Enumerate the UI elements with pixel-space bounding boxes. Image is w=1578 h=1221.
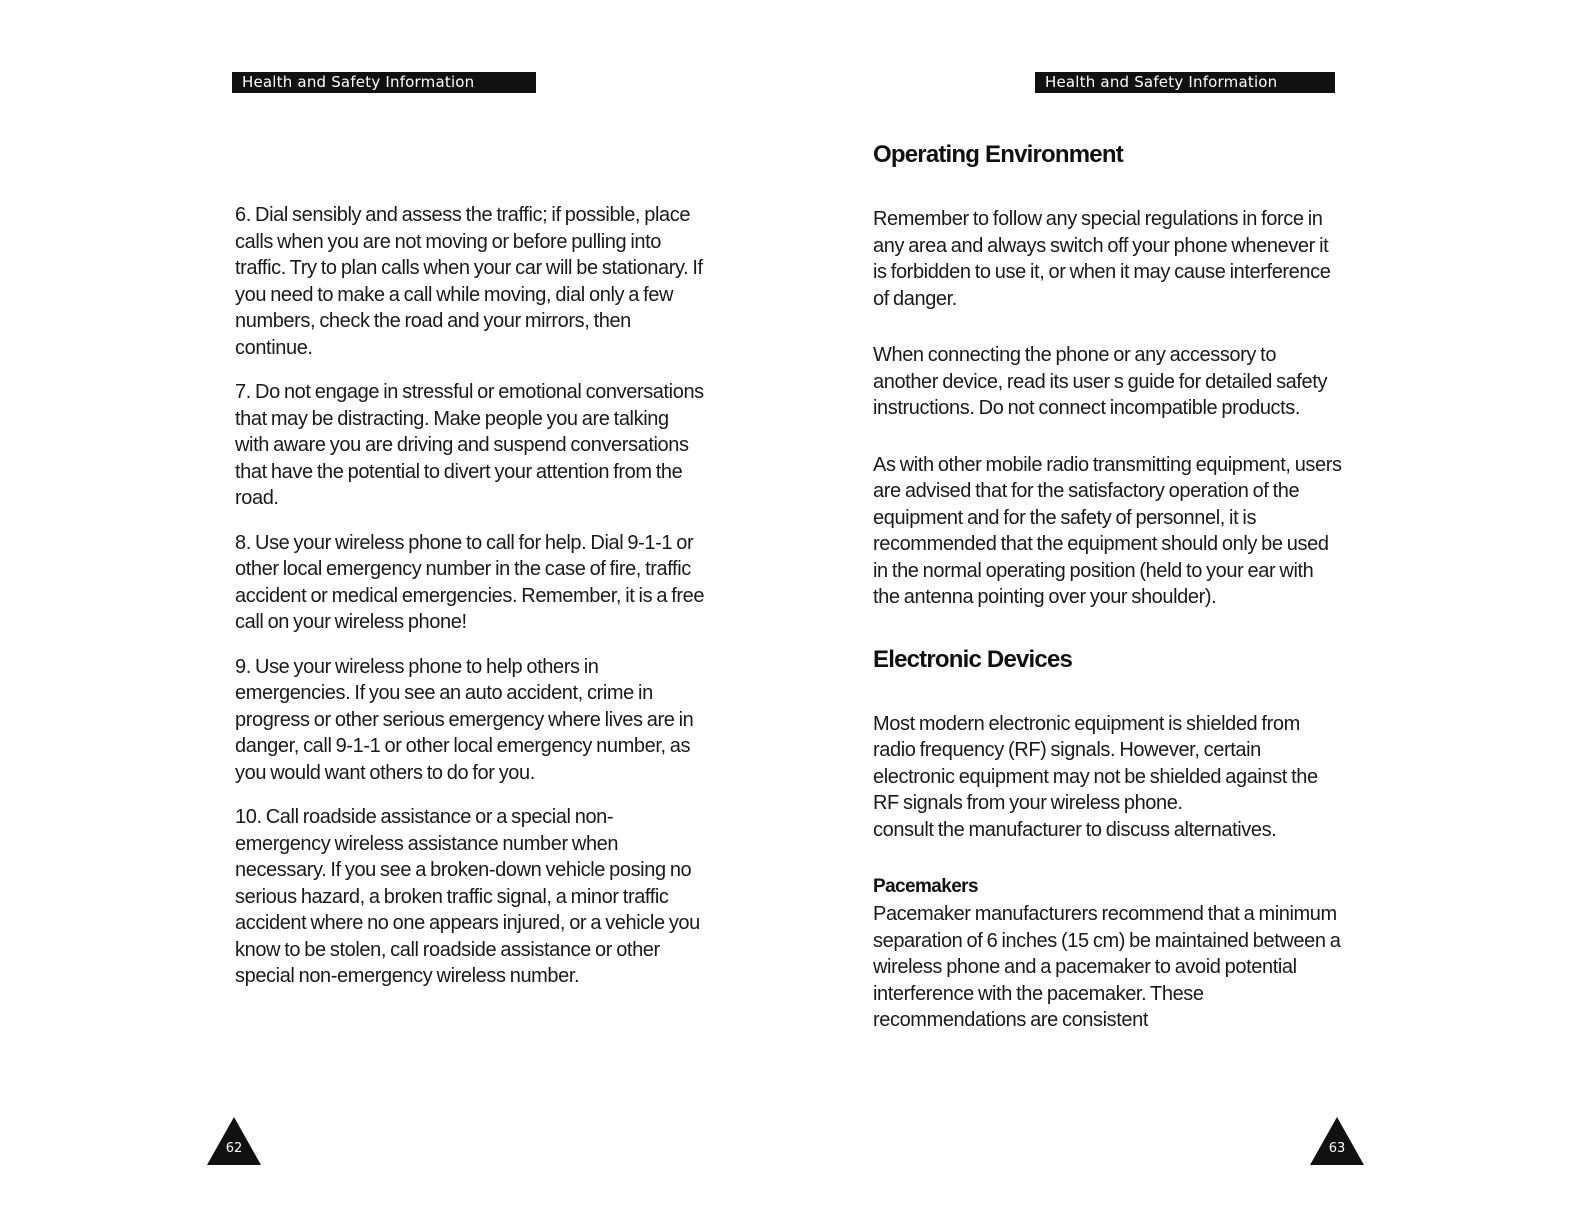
tip-paragraph-10: 10. Call roadside assistance or a special non-emergency wireless assistance number when necessary. If you see a broken-down vehicle posing no serious hazard, a broken traffic signal, a minor traffic accident where no one appears injured, or a vehicle you know to be stolen, call roadside assistance or other special non-emergency wireless number. [235, 806, 700, 987]
section-header-bar: Health and Safety Information [1035, 72, 1335, 93]
page-number: 62 [225, 1141, 243, 1156]
page-number-marker [1308, 1115, 1366, 1167]
right-content [873, 138, 1343, 1034]
operating-environment-heading: Operating Environment [873, 141, 1123, 168]
operating-environment-paragraph: As with other mobile radio transmitting equipment, users are advised that for the satisfactory operation of the equipment and for the safety of personnel, it is recommended that the equipment should only be used in the normal operating position (held to your ear with the antenna pointing over your shoulder). [873, 453, 1342, 608]
pacemakers-heading: Pacemakers [873, 876, 978, 897]
tip-paragraph-6: 6. Dial sensibly and assess the traffic; if possible, place calls when you are not moving or before pulling into traffic. Try to plan calls when your car will be stationary. If you need to make a call while moving, dial only a few numbers, check the road and your mirrors, then continue. [235, 204, 703, 359]
page-number: 63 [1328, 1141, 1346, 1156]
operating-environment-paragraph: Remember to follow any special regulations in force in any area and always switch off your phone whenever it is forbidden to use it, or when it may cause interference of danger. [873, 208, 1331, 310]
page-number-marker [205, 1115, 263, 1167]
right-page [789, 0, 1578, 1221]
tip-paragraph-8: 8. Use your wireless phone to call for help. Dial 9-1-1 or other local emergency number in the case of fire, traffic accident or medical emergencies. Remember, it is a free call on your wireless phone! [235, 531, 705, 633]
section-header-bar: Health and Safety Information [232, 72, 536, 93]
pacemakers-paragraph: Pacemaker manufacturers recommend that a minimum separation of 6 inches (15 cm) be maintained between a wireless phone and a pacemaker to avoid potential interference with the pacemaker. These recommendations are consistent [873, 903, 1341, 1031]
tip-paragraph-7: 7. Do not engage in stressful or emotional conversations that may be distracting. Make people you are talking with aware you are driving and suspend conversations that have the potential to divert your attention from the road. [235, 381, 704, 509]
operating-environment-paragraph: When connecting the phone or any accessory to another device, read its user s guide for detailed safety instructions. Do not connect incompatible products. [873, 344, 1328, 419]
tip-paragraph-9: 9. Use your wireless phone to help others in emergencies. If you see an auto accident, crime in progress or other serious emergency where lives are in danger, call 9-1-1 or other local emergency number, as you would want others to do for you. [235, 655, 694, 784]
electronic-devices-note: consult the manufacturer to discuss alternatives. [873, 818, 1277, 841]
driving-tips-list [235, 202, 705, 1008]
electronic-devices-heading: Electronic Devices [873, 645, 1073, 673]
electronic-devices-paragraph: Most modern electronic equipment is shielded from radio frequency (RF) signals. However, certain electronic equipment may not be shielded against the RF signals from your wireless phone. [873, 712, 1318, 814]
